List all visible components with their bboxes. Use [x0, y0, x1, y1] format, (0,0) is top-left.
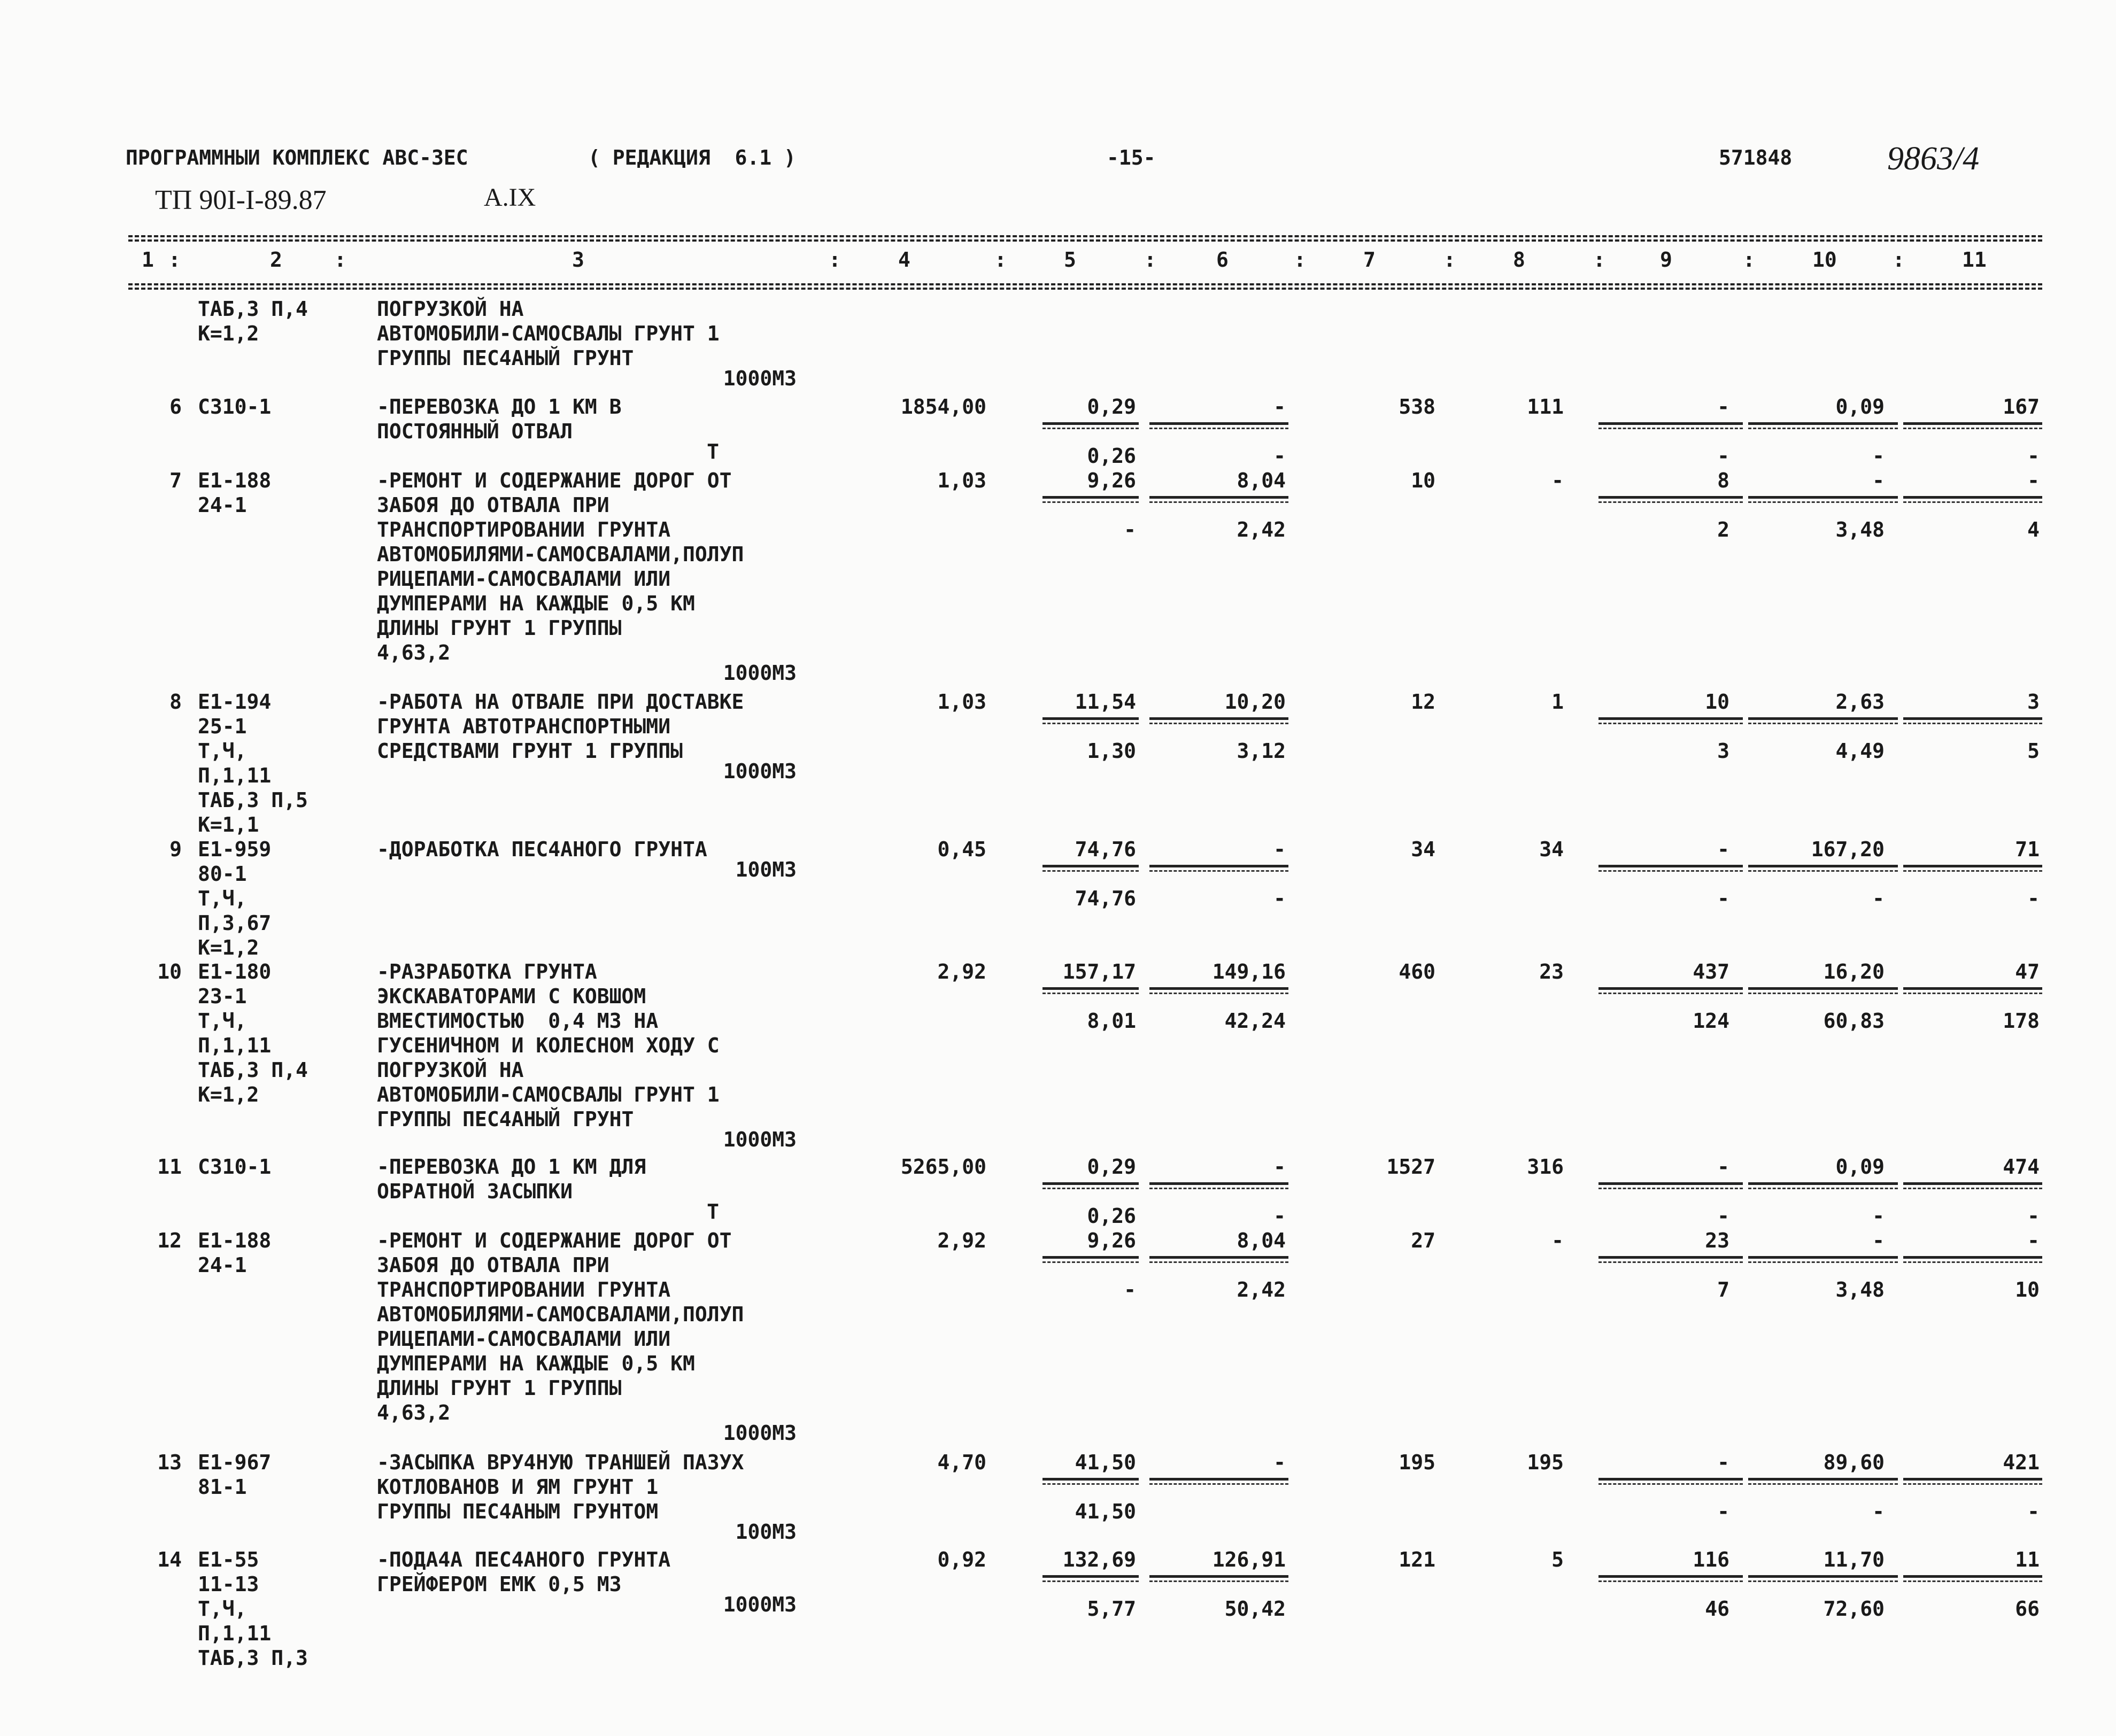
c11-numerator: 47: [2015, 960, 2040, 983]
c9-denominator: 46: [1705, 1597, 1729, 1621]
norm-code: Т,Ч,: [198, 1597, 247, 1621]
c5-denominator: -: [1124, 518, 1136, 541]
c5-numerator: 11,54: [1075, 690, 1136, 714]
fraction-line: [1149, 1478, 1288, 1481]
fraction-line: [1149, 717, 1288, 720]
work-description: -РАБОТА НА ОТВАЛЕ ПРИ ДОСТАВКЕ: [377, 690, 744, 714]
quantity-value: 0,92: [937, 1548, 986, 1571]
c5-numerator: 41,50: [1075, 1451, 1136, 1474]
norm-code: Е1-188: [198, 469, 272, 492]
c6-numerator: 126,91: [1212, 1548, 1286, 1571]
c5-denominator: -: [1124, 1278, 1136, 1301]
c10-denominator: -: [1872, 444, 1885, 468]
total-cost: 1527: [1386, 1155, 1435, 1179]
fraction-line: [1149, 1575, 1288, 1578]
c11-denominator: -: [2027, 887, 2040, 910]
norm-code: Т,Ч,: [198, 887, 247, 910]
fraction-line: [1903, 1256, 2042, 1259]
unit-label: 100М3: [735, 1520, 797, 1544]
row-number: 11: [157, 1155, 182, 1179]
fraction-line: [1042, 865, 1139, 867]
c6-numerator: 8,04: [1237, 1229, 1286, 1252]
work-description: РИЦЕПАМИ-САМОСВАЛАМИ ИЛИ: [377, 567, 671, 591]
labor-cost: 111: [1527, 395, 1564, 418]
c9-numerator: 23: [1705, 1229, 1729, 1252]
norm-code: Е1-188: [198, 1229, 272, 1252]
fraction-line: [1149, 987, 1288, 990]
work-description: ДУМПЕРАМИ НА КАЖДЫЕ 0,5 КМ: [377, 1352, 695, 1375]
c6-denominator: 42,24: [1224, 1009, 1286, 1033]
table-top-rule-2: [128, 239, 2042, 242]
norm-code: П,1,11: [198, 764, 272, 787]
quantity-value: 4,70: [937, 1451, 986, 1474]
work-description: -РЕМОНТ И СОДЕРЖАНИЕ ДОРОГ ОТ: [377, 1229, 732, 1252]
fraction-line: [1042, 422, 1139, 425]
norm-code: С310-1: [198, 1155, 272, 1179]
fraction-line: [1598, 1256, 1743, 1259]
c10-numerator: -: [1872, 469, 1885, 492]
c11-numerator: 3: [2027, 690, 2040, 714]
labor-cost: -: [1551, 469, 1564, 492]
c9-numerator: -: [1717, 395, 1729, 418]
work-description: СРЕДСТВАМИ ГРУНТ 1 ГРУППЫ: [377, 739, 683, 763]
c10-numerator: 89,60: [1823, 1451, 1885, 1474]
fraction-line: [1149, 496, 1288, 499]
c10-numerator: 2,63: [1835, 690, 1885, 714]
row-number: 12: [157, 1229, 182, 1252]
fraction-line: [1748, 717, 1898, 720]
header-bottom-rule: [128, 283, 2042, 285]
c9-denominator: -: [1717, 887, 1729, 910]
c11-denominator: -: [2027, 1500, 2040, 1523]
c9-denominator: -: [1717, 1204, 1729, 1228]
total-cost: 12: [1411, 690, 1435, 714]
c11-denominator: 178: [2003, 1009, 2040, 1033]
fraction-line: [1042, 987, 1139, 990]
fraction-line: [1042, 496, 1139, 499]
norm-code: Е1-180: [198, 960, 272, 983]
fraction-line: [1748, 1256, 1898, 1259]
fraction-line: [1042, 1575, 1139, 1578]
work-description: ЗАБОЯ ДО ОТВАЛА ПРИ: [377, 1253, 609, 1277]
c6-denominator: -: [1273, 1204, 1286, 1228]
work-description: РИЦЕПАМИ-САМОСВАЛАМИ ИЛИ: [377, 1327, 671, 1351]
fraction-line: [1598, 1575, 1743, 1578]
c5-denominator: 74,76: [1075, 887, 1136, 910]
c6-denominator: 2,42: [1237, 518, 1286, 541]
c9-numerator: 116: [1693, 1548, 1729, 1571]
total-cost: 27: [1411, 1229, 1435, 1252]
quantity-value: 2,92: [937, 960, 986, 983]
fraction-line: [1748, 1575, 1898, 1578]
work-description: ПОГРУЗКОЙ НА: [377, 1058, 524, 1082]
work-description: -РАЗРАБОТКА ГРУНТА: [377, 960, 597, 983]
project-number: ТП 90I-I-89.87: [155, 185, 327, 215]
norm-code: Т,Ч,: [198, 1009, 247, 1033]
column-header: 6: [1216, 248, 1229, 272]
norm-code: Е1-967: [198, 1451, 272, 1474]
c9-numerator: -: [1717, 1155, 1729, 1179]
norm-code: Е1-55: [198, 1548, 259, 1571]
column-header: 8: [1513, 248, 1525, 272]
c6-numerator: -: [1273, 395, 1286, 418]
fraction-line: [1598, 496, 1743, 499]
column-separator: :: [334, 248, 346, 272]
norm-code: 25-1: [198, 715, 247, 738]
quantity-value: 1854,00: [900, 395, 986, 418]
fraction-line: [1748, 865, 1898, 867]
column-header: 3: [572, 248, 584, 272]
fraction-line: [1903, 987, 2042, 990]
norm-code: К=1,2: [198, 322, 259, 345]
work-description: ГРУППЫ ПЕС4АНЫЙ ГРУНТ: [377, 346, 634, 370]
c9-numerator: 8: [1717, 469, 1729, 492]
norm-code: ТАБ,3 П,4: [198, 297, 308, 321]
fraction-line: [1149, 1256, 1288, 1259]
column-separator: :: [1144, 248, 1156, 272]
norm-code: П,3,67: [198, 911, 272, 935]
column-separator: :: [1743, 248, 1755, 272]
column-header: 5: [1064, 248, 1076, 272]
unit-label: 100М3: [735, 858, 797, 881]
norm-code: Е1-194: [198, 690, 272, 714]
work-description: -ЗАСЫПКА ВРУ4НУЮ ТРАНШЕЙ ПАЗУХ: [377, 1451, 744, 1474]
c6-denominator: -: [1273, 444, 1286, 468]
unit-label: 1000М3: [723, 1128, 797, 1151]
c10-numerator: 0,09: [1835, 1155, 1885, 1179]
work-description: 4,63,2: [377, 641, 451, 664]
fraction-line: [1042, 1478, 1139, 1481]
column-header: 10: [1812, 248, 1837, 272]
work-description: ЭКСКАВАТОРАМИ С КОВШОМ: [377, 985, 646, 1008]
row-number: 14: [157, 1548, 182, 1571]
fraction-line: [1748, 422, 1898, 425]
column-header: 7: [1363, 248, 1376, 272]
column-separator: :: [168, 248, 181, 272]
c9-numerator: 437: [1693, 960, 1729, 983]
unit-label: 1000М3: [723, 1421, 797, 1445]
c6-numerator: 10,20: [1224, 690, 1286, 714]
album-number: А.IX: [484, 183, 536, 212]
c10-denominator: -: [1872, 1500, 1885, 1523]
c10-numerator: 11,70: [1823, 1548, 1885, 1571]
c11-numerator: -: [2027, 1229, 2040, 1252]
c5-denominator: 0,26: [1087, 1204, 1136, 1228]
work-description: АВТОМОБИЛИ-САМОСВАЛЫ ГРУНТ 1: [377, 322, 720, 345]
c9-denominator: 7: [1717, 1278, 1729, 1301]
program-title: ПРОГРАММНЫИ КОМПЛЕКС АВС-3ЕС: [126, 146, 468, 169]
column-header: 4: [898, 248, 910, 272]
c10-denominator: -: [1872, 1204, 1885, 1228]
fraction-line: [1042, 717, 1139, 720]
fraction-line: [1903, 496, 2042, 499]
work-description: ТРАНСПОРТИРОВАНИИ ГРУНТА: [377, 1278, 671, 1301]
norm-code: П,1,11: [198, 1622, 272, 1645]
c9-denominator: -: [1717, 444, 1729, 468]
fraction-line: [1748, 987, 1898, 990]
column-header: 9: [1660, 248, 1672, 272]
c11-denominator: -: [2027, 444, 2040, 468]
quantity-value: 2,92: [937, 1229, 986, 1252]
c10-numerator: 167,20: [1811, 838, 1885, 861]
work-description: ГРЕЙФЕРОМ ЕМК 0,5 М3: [377, 1572, 622, 1596]
quantity-value: 0,45: [937, 838, 986, 861]
fraction-line: [1598, 1478, 1743, 1481]
column-separator: :: [1443, 248, 1456, 272]
work-description: ПОГРУЗКОЙ НА: [377, 297, 524, 321]
labor-cost: 34: [1539, 838, 1564, 861]
fraction-line: [1598, 987, 1743, 990]
work-description: ДЛИНЫ ГРУНТ 1 ГРУППЫ: [377, 616, 622, 640]
fraction-line: [1903, 1478, 2042, 1481]
work-description: АВТОМОБИЛЯМИ-САМОСВАЛАМИ,ПОЛУП: [377, 1303, 744, 1326]
work-description: ГРУППЫ ПЕС4АНЫЙ ГРУНТ: [377, 1107, 634, 1131]
c6-numerator: 149,16: [1212, 960, 1286, 983]
c10-denominator: 4,49: [1835, 739, 1885, 763]
document-code: 571848: [1719, 146, 1793, 169]
unit-label: Т: [707, 440, 719, 463]
norm-code: С310-1: [198, 395, 272, 418]
norm-code: Т,Ч,: [198, 739, 247, 763]
edition-label: ( РЕДАКЦИЯ 6.1 ): [588, 146, 796, 169]
page-number: -15-: [1107, 146, 1156, 169]
fraction-line: [1903, 1182, 2042, 1185]
c9-denominator: -: [1717, 1500, 1729, 1523]
c10-numerator: 0,09: [1835, 395, 1885, 418]
norm-code: ТАБ,3 П,5: [198, 788, 308, 812]
c5-numerator: 157,17: [1062, 960, 1136, 983]
c9-numerator: -: [1717, 1451, 1729, 1474]
fraction-line: [1149, 865, 1288, 867]
work-description: ГУСЕНИЧНОМ И КОЛЕСНОМ ХОДУ С: [377, 1034, 720, 1057]
unit-label: 1000М3: [723, 367, 797, 390]
work-description: ГРУНТА АВТОТРАНСПОРТНЫМИ: [377, 715, 671, 738]
norm-code: К=1,2: [198, 936, 259, 959]
labor-cost: -: [1551, 1229, 1564, 1252]
c10-denominator: 3,48: [1835, 518, 1885, 541]
c11-denominator: 66: [2015, 1597, 2040, 1621]
c11-numerator: 474: [2003, 1155, 2040, 1179]
c11-denominator: 5: [2027, 739, 2040, 763]
norm-code: 81-1: [198, 1475, 247, 1499]
c11-numerator: -: [2027, 469, 2040, 492]
c9-denominator: 124: [1693, 1009, 1729, 1033]
c6-denominator: 3,12: [1237, 739, 1286, 763]
fraction-line: [1748, 1478, 1898, 1481]
c5-denominator: 0,26: [1087, 444, 1136, 468]
unit-label: 1000М3: [723, 759, 797, 783]
c10-denominator: -: [1872, 887, 1885, 910]
norm-code: Е1-959: [198, 838, 272, 861]
c5-denominator: 41,50: [1075, 1500, 1136, 1523]
c10-numerator: -: [1872, 1229, 1885, 1252]
c11-numerator: 71: [2015, 838, 2040, 861]
work-description: -ПЕРЕВОЗКА ДО 1 КМ В: [377, 395, 622, 418]
total-cost: 460: [1399, 960, 1435, 983]
labor-cost: 316: [1527, 1155, 1564, 1179]
c6-numerator: -: [1273, 838, 1286, 861]
total-cost: 195: [1399, 1451, 1435, 1474]
c5-denominator: 1,30: [1087, 739, 1136, 763]
row-number: 9: [169, 838, 182, 861]
quantity-value: 1,03: [937, 690, 986, 714]
work-description: КОТЛОВАНОВ И ЯМ ГРУНТ 1: [377, 1475, 659, 1499]
work-description: -ПЕРЕВОЗКА ДО 1 КМ ДЛЯ: [377, 1155, 646, 1179]
column-separator: :: [1294, 248, 1306, 272]
work-description: ТРАНСПОРТИРОВАНИИ ГРУНТА: [377, 518, 671, 541]
c11-numerator: 11: [2015, 1548, 2040, 1571]
fraction-line: [1903, 1575, 2042, 1578]
work-description: ПОСТОЯННЫЙ ОТВАЛ: [377, 420, 573, 443]
total-cost: 10: [1411, 469, 1435, 492]
work-description: ВМЕСТИМОСТЬЮ 0,4 М3 НА: [377, 1009, 659, 1033]
c10-numerator: 16,20: [1823, 960, 1885, 983]
column-header: 1: [142, 248, 154, 272]
row-number: 10: [157, 960, 182, 983]
norm-code: К=1,1: [198, 813, 259, 836]
c5-numerator: 74,76: [1075, 838, 1136, 861]
work-description: ОБРАТНОЙ ЗАСЫПКИ: [377, 1180, 573, 1203]
work-description: АВТОМОБИЛЯМИ-САМОСВАЛАМИ,ПОЛУП: [377, 542, 744, 566]
quantity-value: 5265,00: [900, 1155, 986, 1179]
work-description: -ПОДА4А ПЕС4АНОГО ГРУНТА: [377, 1548, 671, 1571]
column-header: 11: [1962, 248, 1987, 272]
column-header: 2: [270, 248, 282, 272]
work-description: ДУМПЕРАМИ НА КАЖДЫЕ 0,5 КМ: [377, 592, 695, 615]
c6-numerator: -: [1273, 1155, 1286, 1179]
work-description: ГРУППЫ ПЕС4АНЫМ ГРУНТОМ: [377, 1500, 659, 1523]
c6-numerator: -: [1273, 1451, 1286, 1474]
c5-denominator: 8,01: [1087, 1009, 1136, 1033]
labor-cost: 195: [1527, 1451, 1564, 1474]
c10-denominator: 3,48: [1835, 1278, 1885, 1301]
labor-cost: 1: [1551, 690, 1564, 714]
labor-cost: 5: [1551, 1548, 1564, 1571]
row-number: 13: [157, 1451, 182, 1474]
norm-code: 23-1: [198, 985, 247, 1008]
c11-denominator: 10: [2015, 1278, 2040, 1301]
c11-numerator: 421: [2003, 1451, 2040, 1474]
sheet-handwritten: 9863/4: [1887, 141, 1980, 177]
fraction-line: [1748, 1182, 1898, 1185]
fraction-line: [1748, 496, 1898, 499]
c5-numerator: 0,29: [1087, 395, 1136, 418]
c5-numerator: 0,29: [1087, 1155, 1136, 1179]
norm-code: ТАБ,3 П,4: [198, 1058, 308, 1082]
labor-cost: 23: [1539, 960, 1564, 983]
c11-numerator: 167: [2003, 395, 2040, 418]
fraction-line: [1598, 717, 1743, 720]
column-separator: :: [1893, 248, 1905, 272]
norm-code: ТАБ,3 П,3: [198, 1646, 308, 1670]
fraction-line: [1042, 1256, 1139, 1259]
c5-numerator: 132,69: [1062, 1548, 1136, 1571]
unit-label: Т: [707, 1200, 719, 1223]
c10-denominator: 60,83: [1823, 1009, 1885, 1033]
table-top-rule: [128, 235, 2042, 237]
header-bottom-rule-2: [128, 288, 2042, 290]
fraction-line: [1042, 1182, 1139, 1185]
total-cost: 121: [1399, 1548, 1435, 1571]
c6-numerator: 8,04: [1237, 469, 1286, 492]
c6-denominator: -: [1273, 887, 1286, 910]
row-number: 6: [169, 395, 182, 418]
norm-code: 80-1: [198, 862, 247, 886]
c6-denominator: 50,42: [1224, 1597, 1286, 1621]
norm-code: 24-1: [198, 493, 247, 517]
c11-denominator: -: [2027, 1204, 2040, 1228]
c9-denominator: 3: [1717, 739, 1729, 763]
c5-numerator: 9,26: [1087, 1229, 1136, 1252]
fraction-line: [1903, 865, 2042, 867]
c11-denominator: 4: [2027, 518, 2040, 541]
c9-numerator: 10: [1705, 690, 1729, 714]
unit-label: 1000М3: [723, 1593, 797, 1616]
work-description: ЗАБОЯ ДО ОТВАЛА ПРИ: [377, 493, 609, 517]
norm-code: 11-13: [198, 1572, 259, 1596]
fraction-line: [1149, 1182, 1288, 1185]
column-separator: :: [1593, 248, 1605, 272]
fraction-line: [1903, 422, 2042, 425]
total-cost: 538: [1399, 395, 1435, 418]
work-description: 4,63,2: [377, 1401, 451, 1424]
fraction-line: [1598, 865, 1743, 867]
total-cost: 34: [1411, 838, 1435, 861]
fraction-line: [1149, 422, 1288, 425]
c9-denominator: 2: [1717, 518, 1729, 541]
work-description: АВТОМОБИЛИ-САМОСВАЛЫ ГРУНТ 1: [377, 1083, 720, 1106]
c5-denominator: 5,77: [1087, 1597, 1136, 1621]
unit-label: 1000М3: [723, 661, 797, 685]
column-separator: :: [994, 248, 1007, 272]
row-number: 8: [169, 690, 182, 714]
c10-denominator: 72,60: [1823, 1597, 1885, 1621]
fraction-line: [1903, 717, 2042, 720]
quantity-value: 1,03: [937, 469, 986, 492]
work-description: -РЕМОНТ И СОДЕРЖАНИЕ ДОРОГ ОТ: [377, 469, 732, 492]
c6-denominator: 2,42: [1237, 1278, 1286, 1301]
column-separator: :: [829, 248, 841, 272]
norm-code: К=1,2: [198, 1083, 259, 1106]
c9-numerator: -: [1717, 838, 1729, 861]
row-number: 7: [169, 469, 182, 492]
work-description: ДЛИНЫ ГРУНТ 1 ГРУППЫ: [377, 1376, 622, 1400]
fraction-line: [1598, 1182, 1743, 1185]
norm-code: 24-1: [198, 1253, 247, 1277]
fraction-line: [1598, 422, 1743, 425]
c5-numerator: 9,26: [1087, 469, 1136, 492]
norm-code: П,1,11: [198, 1034, 272, 1057]
work-description: -ДОРАБОТКА ПЕС4АНОГО ГРУНТА: [377, 838, 707, 861]
